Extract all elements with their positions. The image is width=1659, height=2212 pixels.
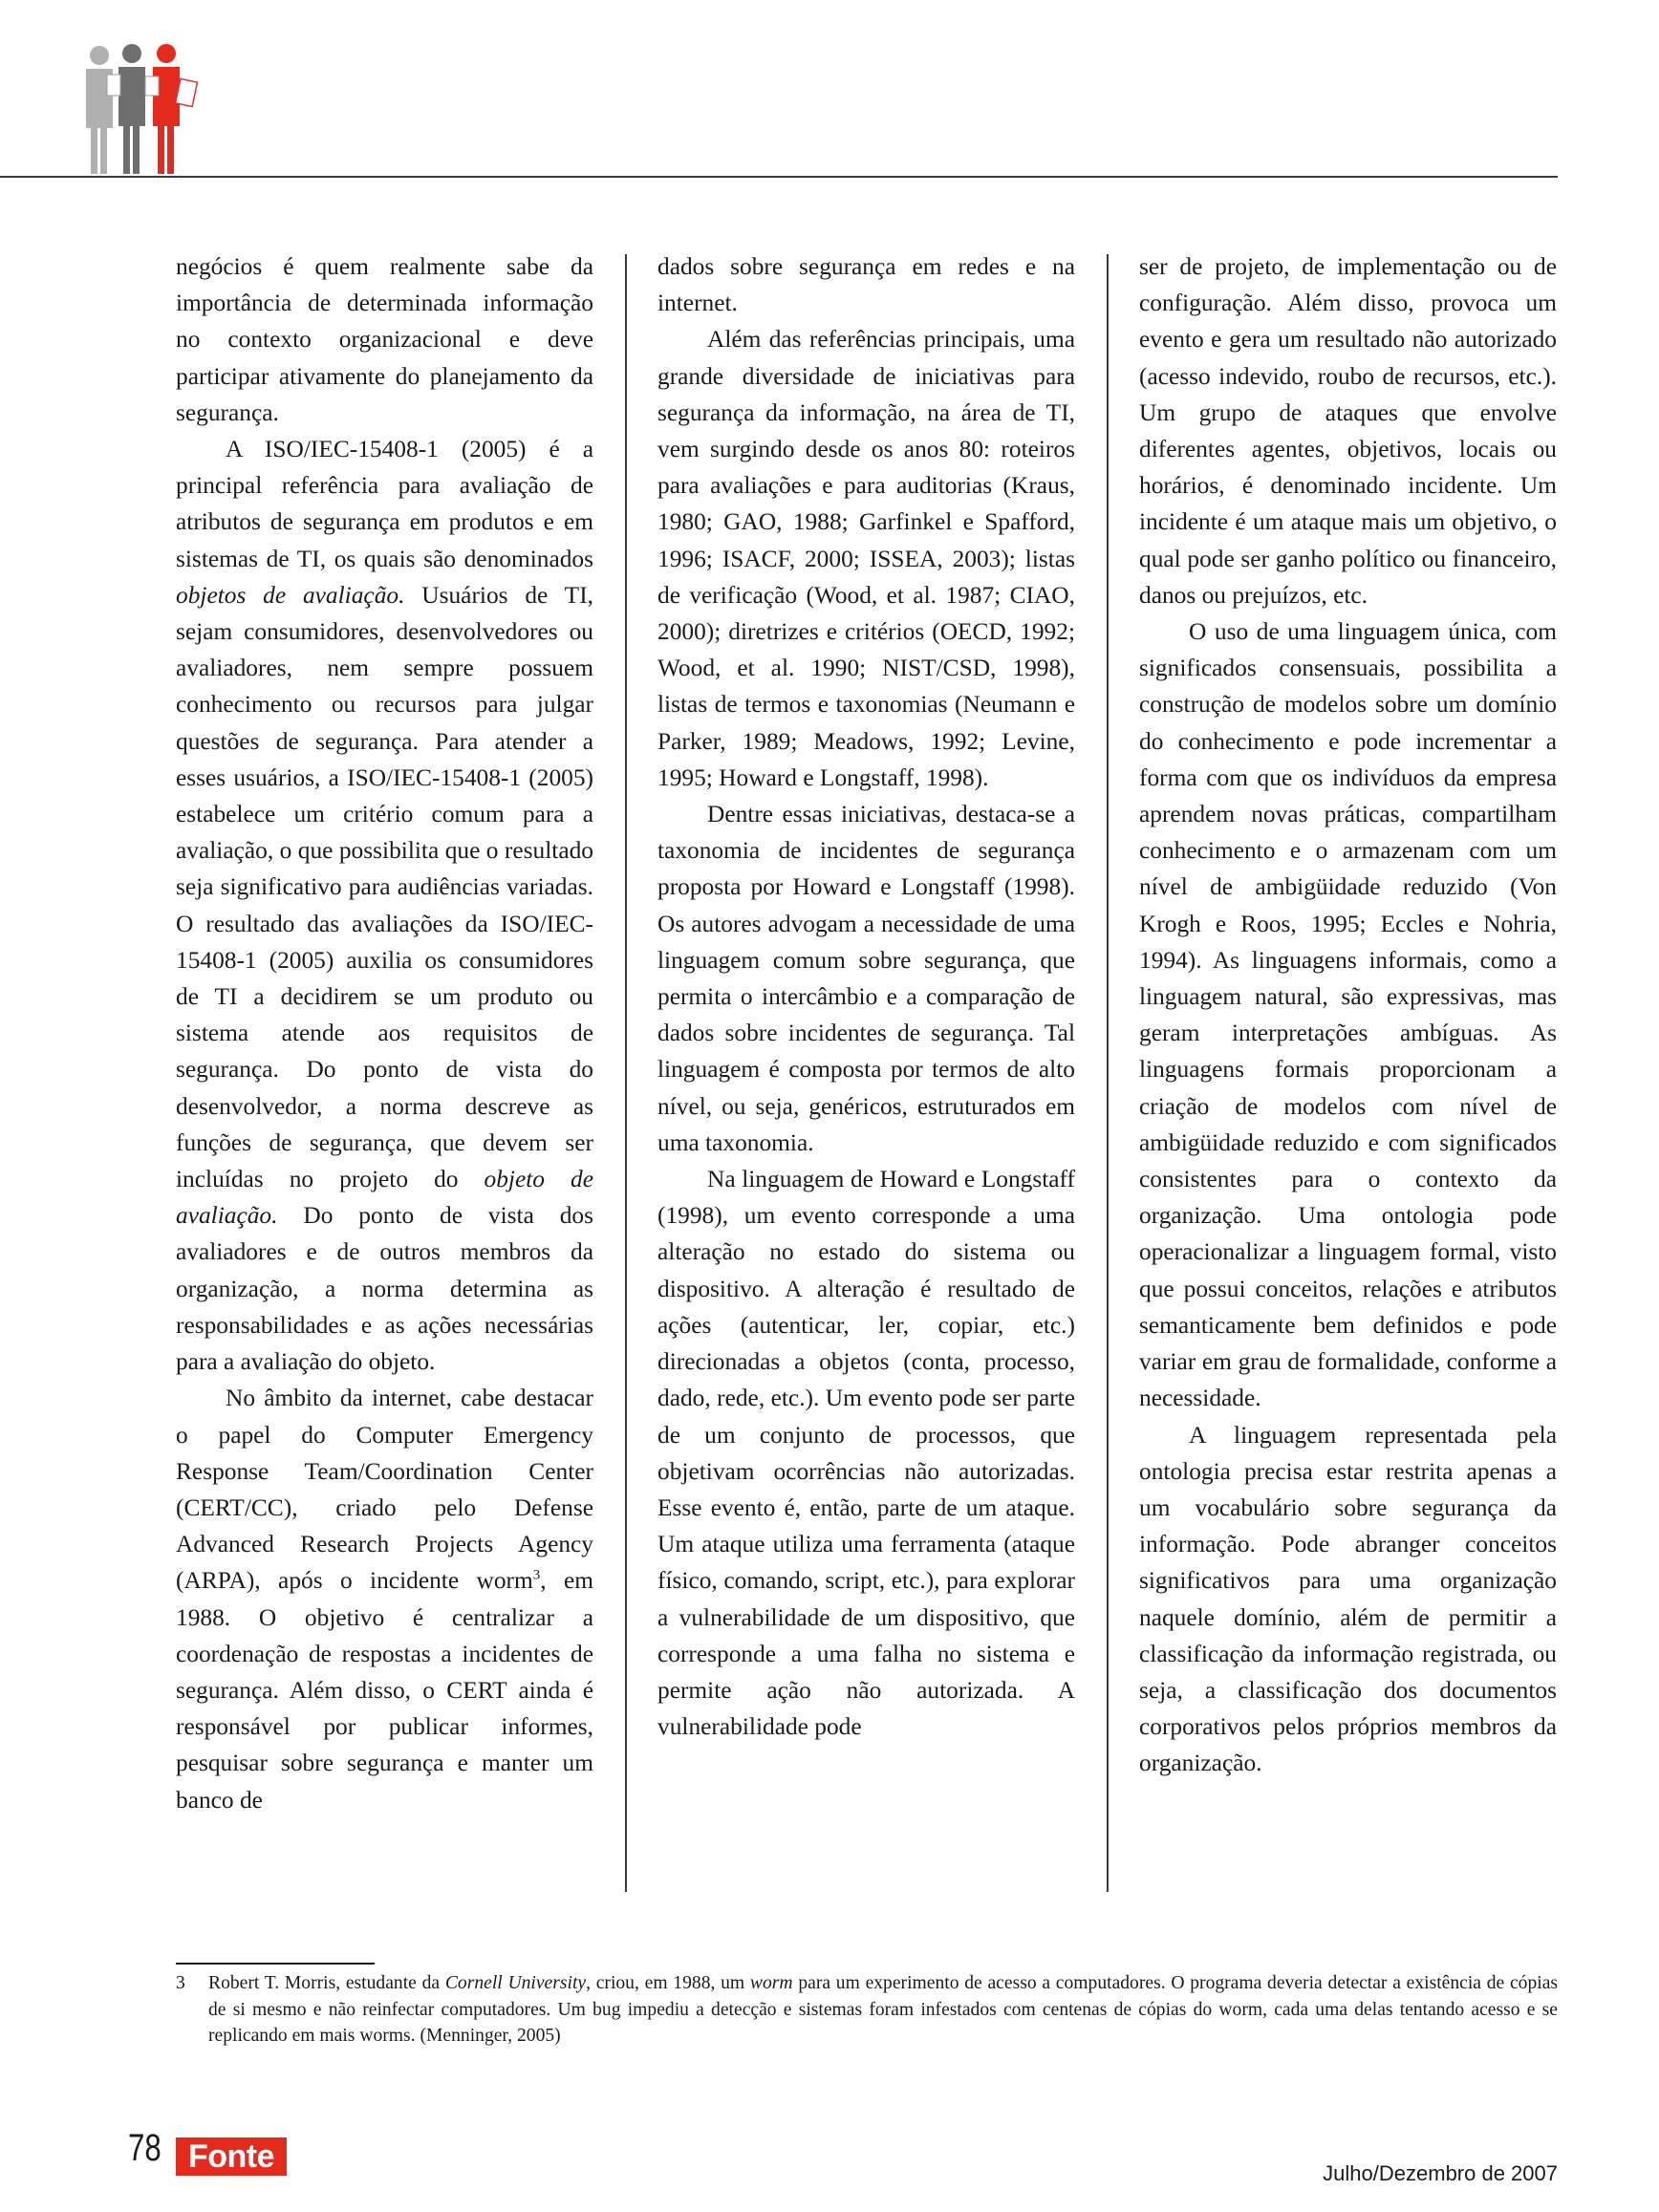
issue-date: Julho/Dezembro de 2007 [1323,2161,1558,2185]
column-separator [625,254,627,1892]
page-number: 78 [128,2127,162,2169]
footnote [176,1970,1558,2050]
paragraph: A ISO/IEC-15408-1 (2005) é a principal referência para avaliação de atributos de segurança em produtos e em sistemas de TI, os quais são denominados objetos de avaliação. Usuários de TI, sejam consumidores, desenvolvedores ou avaliadores, nem sempre possuem conhecimento ou recursos para julgar questões de segurança. Para atender a esses usuários, a ISO/IEC-15408-1 (2005) estabelece um critério comum para a avaliação, o que possibilita que o resultado seja significativo para audiências variadas. O resultado das avaliações da ISO/IEC-15408-1 (2005) auxilia os consumidores de TI a decidirem se um produto ou sistema atende aos requisitos de segurança. Do ponto de vista do desenvolvedor, a norma descreve as funções de segurança, que devem ser incluídas no projeto do objeto de avaliação. Do ponto de vista dos avaliadores e de outros membros da organização, a norma determina as responsabilidades e as ações necessárias para a avaliação do objeto. [176,436,593,1376]
paragraph: negócios é quem realmente sabe da importância de determinada informação no contexto organizacional e deve participar ativamente do planejamento da segurança. [176,253,593,426]
header-rule [0,176,1558,178]
paragraph: dados sobre segurança em redes e na internet. [657,253,1075,317]
footnote-number: 3 [176,1973,185,1993]
magazine-logo: Fonte [176,2137,287,2176]
paragraph: O uso de uma linguagem única, com significados consensuais, possibilita a construção de modelos sobre um domínio do conhecimento e pode incrementar a forma com que os indivíduos da empresa aprendem novas práticas, compartilham conhecimento e o armazenam com um nível de ambigüidade reduzido (Von Krogh e Roos, 1995; Eccles e Nohria, 1994). As linguagens informais, como a linguagem natural, são expressivas, mas geram interpretações ambíguas. As linguagens formais proporcionam a criação de modelos com nível de ambigüidade reduzido e com significados consistentes para o contexto da organização. Uma ontologia pode operacionalizar a linguagem formal, visto que possui conceitos, relações e atributos semanticamente bem definidos e pode variar em grau de formalidade, conforme a necessidade. [1139,618,1557,1412]
paragraph: No âmbito da internet, cabe destacar o papel do Computer Emergency Response Team/Coordination Center (CERT/CC), criado pelo Defense Advanced Research Projects Agency (ARPA), após o incidente worm$^3$, em 1988. O objetivo é centralizar a coordenação de respostas a incidentes de segurança. Além disso, o CERT ainda é responsável por publicar informes, pesquisar sobre segurança e manter um banco de [176,1385,594,1814]
text-column-1 [176,248,593,1818]
people-group-icon [78,42,212,180]
footnote-rule [176,1963,375,1965]
text-column-3 [1139,248,1557,1782]
footnote-text: Robert T. Morris, estudante da Cornell University, criou, em 1988, um worm para um experimento de acesso a computadores. O programa deveria detectar a existência de cópias de si mesmo e não reinfectar computadores. Um bug impediu a detecção e sistemas foram infestados com centenas de cópias do worm, cada uma delas tentando acesso e se replicando em mais worms. (Menninger, 2005) [208,1973,1559,2046]
paragraph: Além das referências principais, uma grande diversidade de iniciativas para segurança da informação, na área de TI, vem surgindo desde os anos 80: roteiros para avaliações e para auditorias (Kraus, 1980; GAO, 1988; Garfinkel e Spafford, 1996; ISACF, 2000; ISSEA, 2003); listas de verificação (Wood, et al. 1987; CIAO, 2000); diretrizes e critérios (OECD, 1992; Wood, et al. 1990; NIST/CSD, 1998), listas de termos e taxonomias (Neumann e Parker, 1989; Meadows, 1992; Levine, 1995; Howard e Longstaff, 1998). [657,326,1075,791]
paragraph: Na linguagem de Howard e Longstaff (1998), um evento corresponde a uma alteração no estado do sistema ou dispositivo. A alteração é resultado de ações (autenticar, ler, copiar, etc.) direcionadas a objetos (conta, processo, dado, rede, etc.). Um evento pode ser parte de um conjunto de processos, que objetivam ocorrências não autorizadas. Esse evento é, então, parte de um ataque. Um ataque utiliza uma ferramenta (ataque físico, comando, script, etc.), para explorar a vulnerabilidade de um dispositivo, que corresponde a uma falha no sistema e permite ação não autorizada. A vulnerabilidade pode [657,1166,1075,1741]
footnote-marker[interactable]: 3 [532,1567,541,1583]
paragraph: A linguagem representada pela ontologia precisa estar restrita apenas a um vocabulário sobre segurança da informação. Pode abranger conceitos significativos para uma organização naquele domínio, além de permitir a classificação da informação registrada, ou seja, a classificação dos documentos corporativos pelos próprios membros da organização. [1139,1421,1557,1777]
paragraph: ser de projeto, de implementação ou de configuração. Além disso, provoca um evento e gera um resultado não autorizado (acesso indevido, roubo de recursos, etc.). Um grupo de ataques que envolve diferentes agentes, objetivos, locais ou horários, é denominado incidente. Um incidente é um ataque mais um objetivo, o qual pode ser ganho político ou financeiro, danos ou prejuízos, etc. [1139,253,1557,609]
text-column-2 [657,248,1075,1745]
column-separator [1107,254,1109,1892]
paragraph: Dentre essas iniciativas, destaca-se a taxonomia de incidentes de segurança proposta por Howard e Longstaff (1998). Os autores advogam a necessidade de uma linguagem comum sobre segurança, que permita o intercâmbio e a comparação de dados sobre incidentes de segurança. Tal linguagem é composta por termos de alto nível, ou seja, genéricos, estruturados em uma taxonomia. [657,801,1075,1156]
